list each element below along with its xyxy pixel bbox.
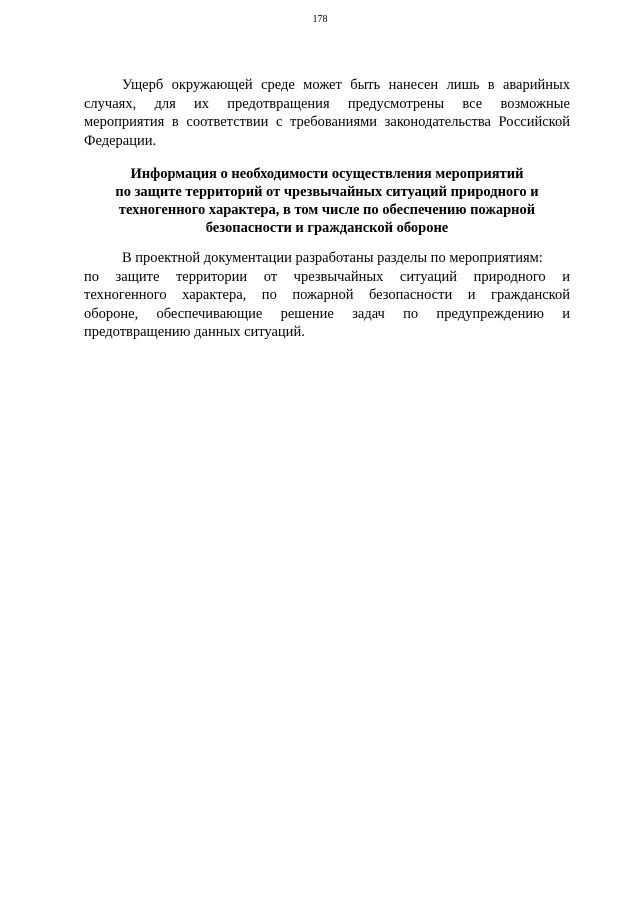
page-number: 178: [312, 14, 328, 25]
paragraph-line: Федерации.: [84, 132, 157, 149]
paragraph-line: обороне, обеспечивающие решение задач по предупреждению и: [84, 305, 570, 322]
section-heading: [84, 165, 570, 237]
paragraph-project-documentation: [84, 249, 570, 342]
heading-line: безопасности и гражданской обороне: [205, 220, 449, 236]
paragraph-line: техногенного характера, по пожарной безопасности и гражданской: [84, 287, 570, 303]
paragraph-line: мероприятия в соответствии с требованиями законодательства Российской: [84, 114, 570, 130]
heading-line: Информация о необходимости осуществления мероприятий: [130, 166, 524, 182]
paragraph-line: предотвращению данных ситуаций.: [84, 324, 305, 340]
paragraph-line: случаях, для их предотвращения предусмотрены все возможные: [84, 95, 570, 112]
paragraph-line: В проектной документации разработаны разделы по мероприятиям:: [122, 250, 543, 266]
heading-line: по защите территорий от чрезвычайных ситуаций природного и: [115, 184, 539, 200]
paragraph-line: по защите территории от чрезвычайных ситуаций природного и: [84, 268, 570, 285]
paragraph-line: Ущерб окружающей среде может быть нанесен лишь в аварийных: [122, 77, 570, 93]
heading-line: техногенного характера, в том числе по обеспечению пожарной: [118, 202, 536, 218]
paragraph-environmental-damage: [84, 76, 570, 150]
